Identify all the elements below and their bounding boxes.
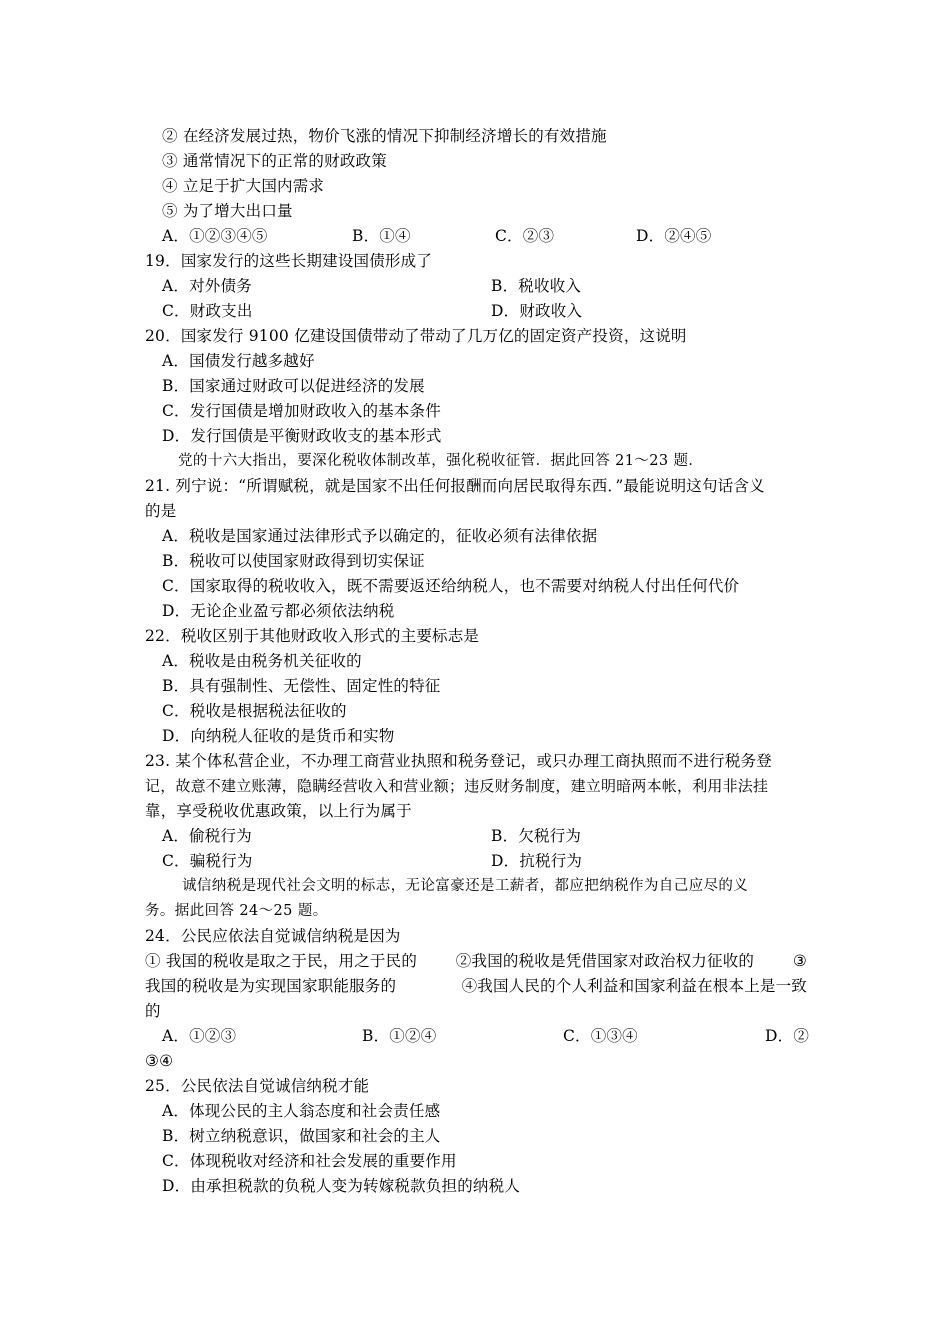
q18-item-4: ④ 立足于扩大国内需求	[162, 177, 325, 195]
q20-option-b: B．国家通过财政可以促进经济的发展	[162, 377, 425, 395]
q22-stem: 22．税收区别于其他财政收入形式的主要标志是	[145, 627, 480, 645]
q21-option-d: D．无论企业盈亏都必须依法纳税	[162, 602, 395, 620]
q23-option-b: B．欠税行为	[491, 827, 582, 845]
q24-statement-2: ②我国的税收是凭借国家对政治权力征收的	[455, 952, 755, 970]
q24-statement-1: ① 我国的税收是取之于民，用之于民的	[145, 952, 418, 970]
q25-option-b: B．树立纳税意识，做国家和社会的主人	[162, 1127, 441, 1145]
q21-option-a: A．税收是国家通过法律形式予以确定的，征收必须有法律依据	[162, 527, 598, 545]
q24-option-d-continued: ③④	[145, 1052, 174, 1070]
q25-option-a: A．体现公民的主人翁态度和社会责任感	[162, 1102, 441, 1120]
q24-option-a: A．①②③	[162, 1027, 237, 1045]
q21-stem-line-2: 的是	[145, 502, 177, 520]
q18-option-b: B．①④	[352, 227, 411, 245]
section-intro-24-25-line-2: 务。据此回答 24～25 题。	[145, 903, 328, 919]
q18-option-c: C．②③	[495, 227, 555, 245]
q24-statement-3-marker: ③	[792, 952, 807, 970]
q19-stem: 19．国家发行的这些长期建设国债形成了	[145, 252, 433, 270]
q20-option-c: C．发行国债是增加财政收入的基本条件	[162, 402, 441, 420]
section-intro-24-25-line-1: 诚信纳税是现代社会文明的标志，无论富豪还是工薪者，都应把纳税作为自己应尽的义	[182, 878, 749, 894]
q21-option-b: B．税收可以使国家财政得到切实保证	[162, 552, 425, 570]
q18-option-a: A．①②③④⑤	[162, 227, 268, 245]
q23-stem-line-1: 23. 某个体私营企业，不办理工商营业执照和税务登记，或只办理工商执照而不进行税务登	[145, 752, 772, 770]
q20-stem: 20．国家发行 9100 亿建设国债带动了带动了几万亿的固定资产投资，这说明	[145, 327, 687, 345]
q22-option-b: B．具有强制性、无偿性、固定性的特征	[162, 677, 441, 695]
q24-option-b: B．①②④	[362, 1027, 437, 1045]
q23-option-a: A．偷税行为	[162, 827, 252, 845]
q24-statement-4: ④我国人民的个人利益和国家利益在根本上是一致	[461, 977, 807, 995]
q20-option-d: D．发行国债是平衡财政收支的基本形式	[162, 427, 442, 445]
q18-option-d: D．②④⑤	[636, 227, 712, 245]
q23-option-c: C．骗税行为	[162, 852, 253, 870]
q24-option-d: D．②	[765, 1027, 810, 1045]
q24-statements-line-1	[145, 951, 807, 971]
q24-option-c: C．①③④	[563, 1027, 638, 1045]
q18-item-2: ② 在经济发展过热，物价飞涨的情况下抑制经济增长的有效措施	[162, 127, 607, 145]
q24-statements-line-3: 的	[145, 1002, 161, 1020]
q24-stem: 24．公民应依法自觉诚信纳税是因为	[145, 927, 401, 945]
q22-option-d: D．向纳税人征收的是货币和实物	[162, 727, 395, 745]
q18-item-3: ③ 通常情况下的正常的财政政策	[162, 152, 387, 170]
q24-statements-line-2	[145, 976, 807, 996]
q22-option-a: A．税收是由税务机关征收的	[162, 652, 362, 670]
q21-option-c: C．国家取得的税收收入，既不需要返还给纳税人，也不需要对纳税人付出任何代价	[162, 577, 740, 595]
q19-option-c: C．财政支出	[162, 302, 253, 320]
q19-option-d: D．财政收入	[491, 302, 583, 320]
q20-option-a: A．国债发行越多越好	[162, 352, 315, 370]
q25-option-d: D．由承担税款的负税人变为转嫁税款负担的纳税人	[162, 1177, 521, 1195]
q23-option-d: D．抗税行为	[491, 852, 583, 870]
q19-option-b: B．税收收入	[491, 277, 582, 295]
q18-item-5: ⑤ 为了增大出口量	[162, 202, 293, 220]
q24-statement-3: 我国的税收是为实现国家职能服务的	[145, 977, 397, 995]
section-intro-21-23: 党的十六大指出，要深化税收体制改革，强化税收征管．据此回答 21～23 题．	[178, 453, 704, 469]
q23-stem-line-3: 靠，享受税收优惠政策，以上行为属于	[145, 802, 412, 820]
q21-stem-line-1: 21. 列宁说：“所谓赋税，就是国家不出任何报酬而向居民取得东西．”最能说明这句话含义	[145, 477, 765, 495]
q25-stem: 25．公民依法自觉诚信纳税才能	[145, 1077, 370, 1095]
q22-option-c: C．税收是根据税法征收的	[162, 702, 347, 720]
q23-stem-line-2: 记，故意不建立账薄，隐瞒经营收入和营业额；违反财务制度，建立明暗两本帐，利用非法挂	[145, 777, 769, 795]
q25-option-c: C．体现税收对经济和社会发展的重要作用	[162, 1152, 457, 1170]
q19-option-a: A．对外债务	[162, 277, 252, 295]
